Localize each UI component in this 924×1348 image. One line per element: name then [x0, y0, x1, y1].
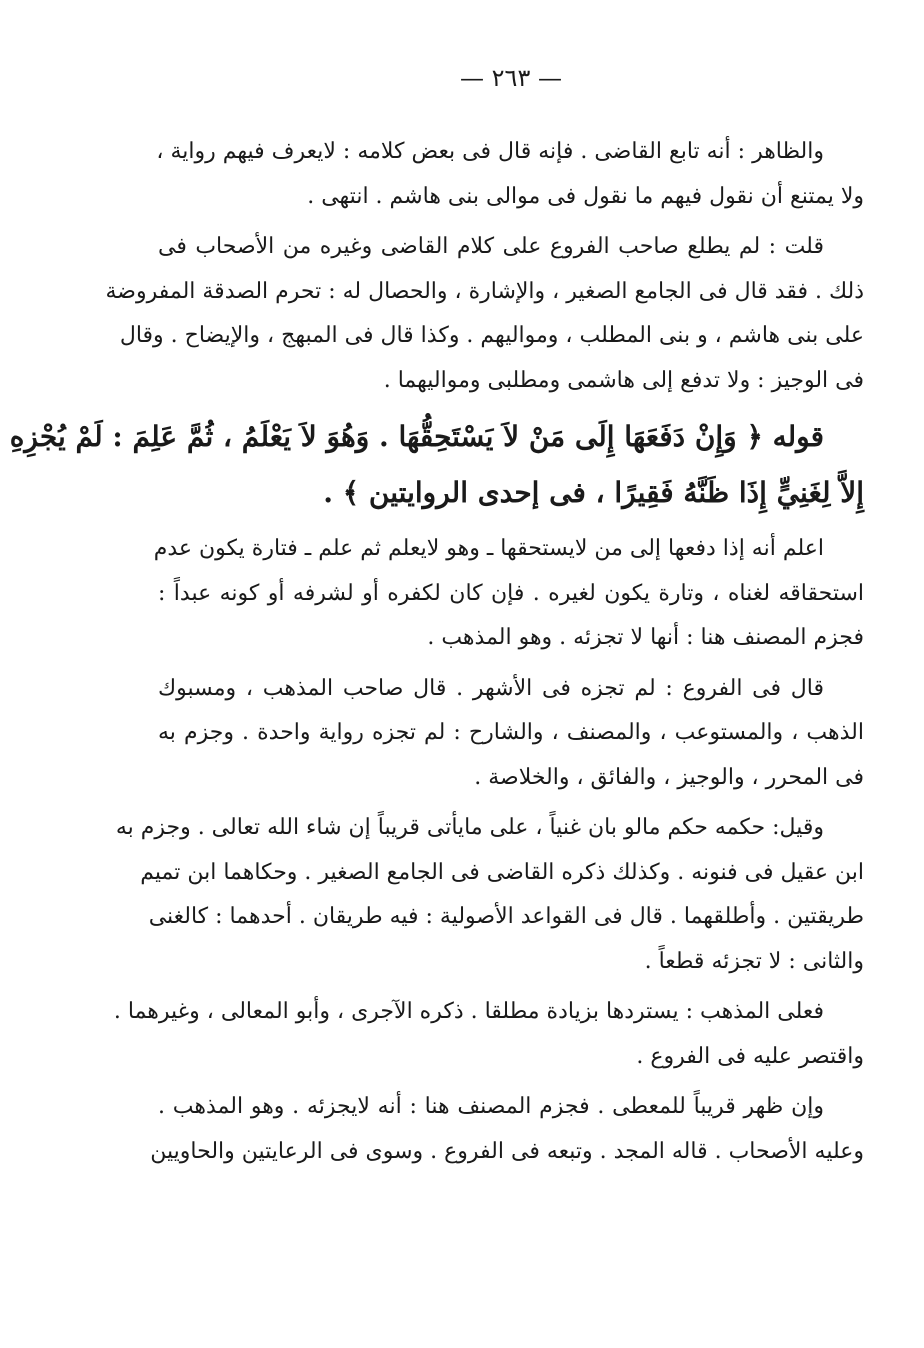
text-line: الذهب ، والمستوعب ، والمصنف ، والشارح : لم تجزه رواية واحدة . وجزم به — [158, 720, 864, 745]
text-line: فعلى المذهب : يستردها بزيادة مطلقا . ذكره الآجرى ، وأبو المعالى ، وغيرهما . — [113, 999, 824, 1024]
paragraph-5 — [158, 667, 864, 801]
text-line: قال فى الفروع : لم تجزه فى الأشهر . قال صاحب المذهب ، ومسبوك — [158, 675, 824, 701]
quote-line: قوله ﴿ وَإِنْ دَفَعَهَا إِلَى مَنْ لاَ يَسْتَحِقُّهَا . وَهُوَ لاَ يَعْلَمُ ، ثُمَّ عَلِمَ : لَمْ يُجْزِهِ — [9, 420, 824, 453]
text-line: ولا يمتنع أن نقول فيهم ما نقول فى موالى بنى هاشم . انتهى . — [307, 183, 864, 209]
document-page — [9, 60, 864, 1180]
text-line: والظاهر : أنه تابع القاضى . فإنه قال فى بعض كلامه : لايعرف فيهم رواية ، — [156, 139, 824, 164]
quote-line: إِلاَّ لِغَنِيٍّ إِذَا ظَنَّهُ فَقِيرًا ، فى إحدى الروايتين ﴾ . — [323, 476, 864, 509]
text-line: واقتصر عليه فى الفروع . — [636, 1043, 864, 1069]
text-line: طريقتين . وأطلقهما . قال فى القواعد الأصولية : فيه طريقان . أحدهما : كالغنى — [148, 904, 864, 929]
paragraph-4 — [153, 527, 864, 661]
page-number: — ٢٦٣ — — [460, 64, 562, 92]
text-line: فجزم المصنف هنا : أنها لا تجزئه . وهو المذهب . — [427, 625, 864, 650]
paragraph-2 — [105, 225, 864, 403]
paragraph-8 — [150, 1085, 864, 1174]
text-line: استحقاقه لغناه ، وتارة يكون لغيره . فإن كان لكفره أو لشرفه أو كونه عبداً : — [158, 580, 864, 606]
text-line: وعليه الأصحاب . قاله المجد . وتبعه فى الفروع . وسوى فى الرعايتين والحاويين — [150, 1138, 864, 1164]
text-line: وإن ظهر قريباً للمعطى . فجزم المصنف هنا : أنه لايجزئه . وهو المذهب . — [158, 1094, 824, 1119]
text-line: فى الوجيز : ولا تدفع إلى هاشمى ومطلبى ومواليهما . — [383, 367, 864, 393]
text-line: ذلك . فقد قال فى الجامع الصغير ، والإشارة ، والحصال له : تحرم الصدقة المفروضة — [105, 278, 864, 304]
paragraph-7 — [113, 990, 864, 1079]
text-line: وقيل: حكمه حكم مالو بان غنياً ، على مايأتى قريباً إن شاء الله تعالى . وجزم به — [115, 815, 824, 840]
text-line: فى المحرر ، والوجيز ، والفائق ، والخلاصة . — [474, 764, 864, 790]
paragraph-6 — [115, 806, 864, 984]
quoted-matn-paragraph — [9, 409, 864, 521]
text-line: اعلم أنه إذا دفعها إلى من لايستحقها ـ وهو لايعلم ثم علم ـ فتارة يكون عدم — [153, 536, 824, 561]
text-line: ابن عقيل فى فنونه . وكذلك ذكره القاضى فى الجامع الصغير . وحكاهما ابن تميم — [140, 859, 864, 885]
paragraph-1 — [158, 130, 864, 219]
text-line: على بنى هاشم ، و بنى المطلب ، ومواليهم . وكذا قال فى المبهج ، والإيضاح . وقال — [119, 323, 864, 348]
text-line: والثانى : لا تجزئه قطعاً . — [644, 948, 864, 974]
text-line: قلت : لم يطلع صاحب الفروع على كلام القاضى وغيره من الأصحاب فى — [158, 234, 824, 259]
